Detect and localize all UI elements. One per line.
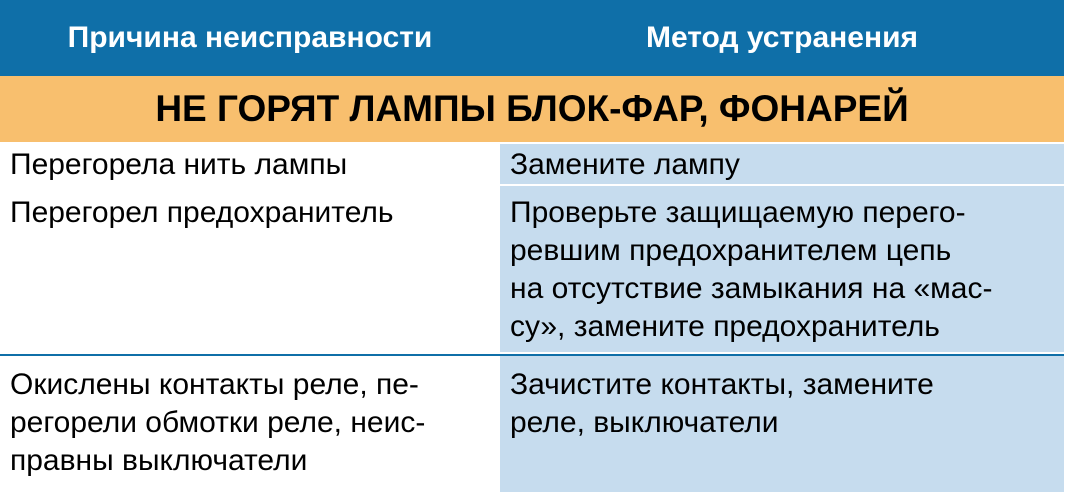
fix-text: реле, выключатели bbox=[510, 406, 779, 439]
fix-text: су», замените предохранитель bbox=[510, 310, 940, 343]
table-row bbox=[0, 356, 1064, 492]
section-title: НЕ ГОРЯТ ЛАМПЫ БЛОК-ФАР, ФОНАРЕЙ bbox=[0, 76, 1064, 142]
table-row bbox=[0, 186, 1064, 352]
cause-text: Перегорела нить лампы bbox=[10, 148, 348, 181]
table-header bbox=[0, 0, 1064, 76]
cause-text: Окислены контакты реле, пе- bbox=[10, 368, 419, 401]
fix-text: ревшим предохранителем цепь bbox=[510, 234, 952, 267]
fix-text: Замените лампу bbox=[510, 148, 740, 181]
cause-text: регорели обмотки реле, неис- bbox=[10, 406, 426, 439]
fix-text: Проверьте защищаемую перего- bbox=[510, 196, 966, 229]
fix-text: на отсутствие замыкания на «мас- bbox=[510, 272, 993, 305]
fix-text: Зачистите контакты, замените bbox=[510, 368, 934, 401]
cause-cell bbox=[0, 194, 500, 232]
table-row bbox=[0, 144, 1064, 184]
cause-text: правны выключатели bbox=[10, 444, 308, 477]
fix-cell bbox=[500, 356, 1064, 492]
fix-cell bbox=[500, 144, 1064, 184]
header-cause: Причина неисправности bbox=[67, 21, 433, 54]
cause-cell bbox=[0, 146, 500, 184]
cause-text: Перегорел предохранитель bbox=[10, 196, 394, 229]
fix-cell bbox=[500, 186, 1064, 352]
cause-cell bbox=[0, 366, 500, 480]
header-fix: Метод устранения bbox=[645, 21, 919, 54]
